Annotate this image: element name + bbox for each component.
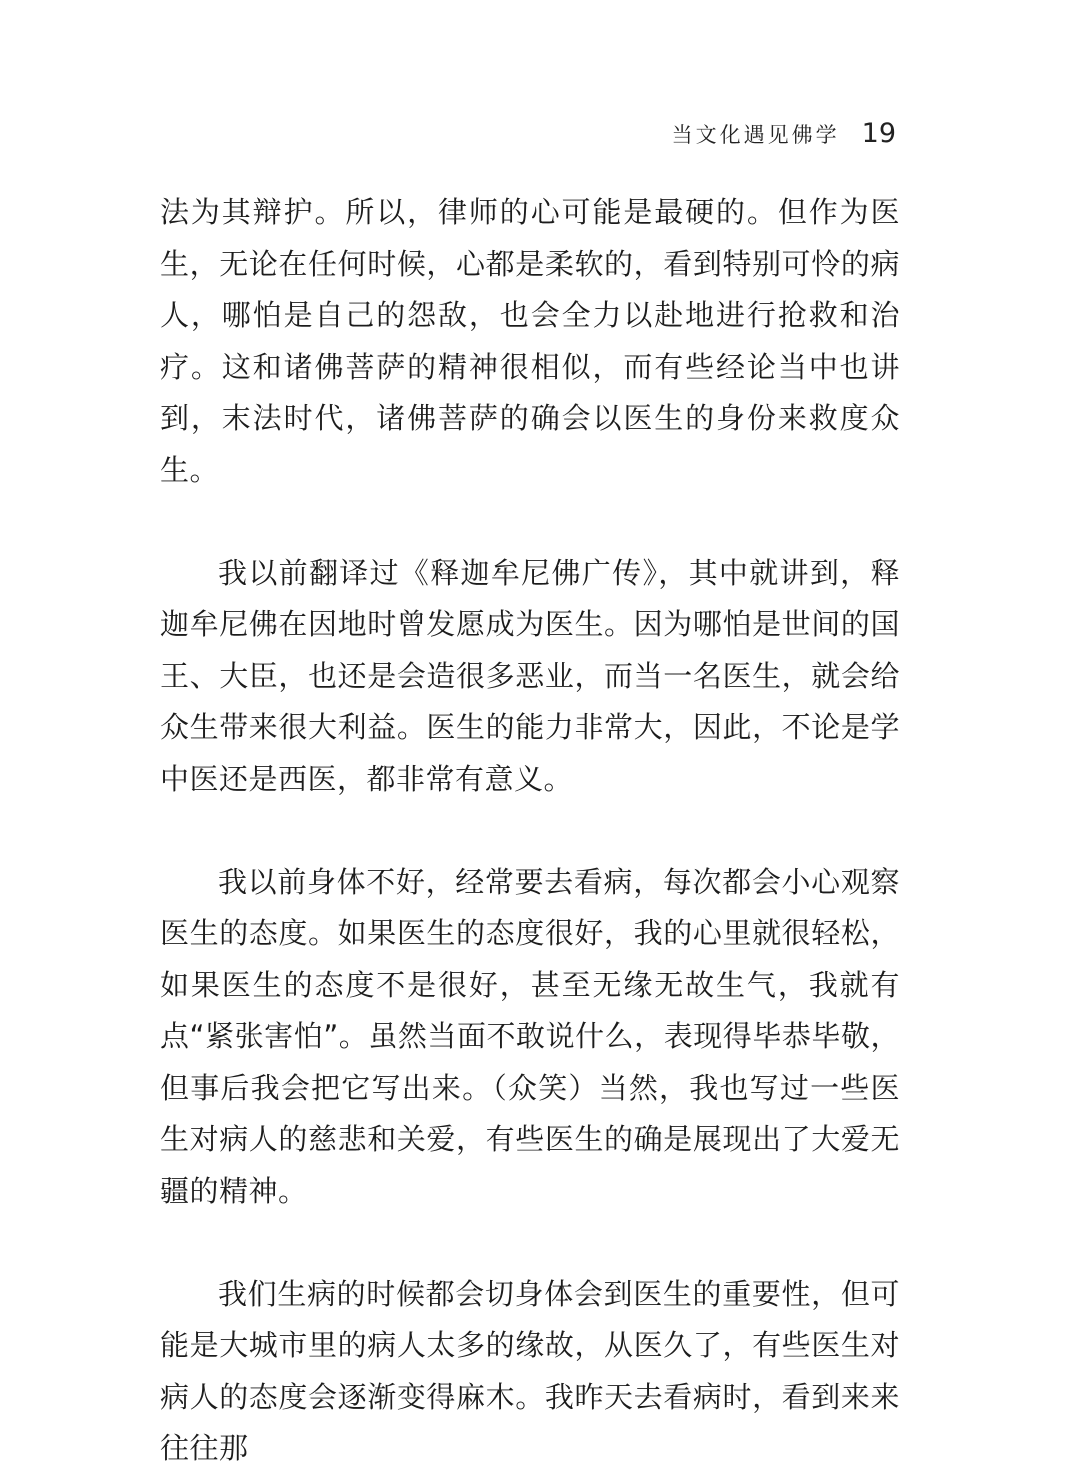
paragraph: 我以前身体不好，经常要去看病，每次都会小心观察医生的态度。如果医生的态度很好，我的心里就很轻松，如果医生的态度不是很好，甚至无缘无故生气，我就有点“紧张害怕”。虽然当面不敢说什么，表现得毕恭毕敬，但事后我会把它写出来。（众笑）当然，我也写过一些医生对病人的慈悲和关爱，有些医生的确是展现出了大爱无疆的精神。 xyxy=(160,864,900,1208)
book-title: 当文化遇见佛学 xyxy=(671,123,840,147)
running-header xyxy=(672,118,896,158)
body-text xyxy=(160,187,900,1475)
paragraph-continued: 法为其辩护。所以，律师的心可能是最硬的。但作为医生，无论在任何时候，心都是柔软的，看到特别可怜的病人，哪怕是自己的怨敌，也会全力以赴地进行抢救和治疗。这和诸佛菩萨的精神很相似，而有些经论当中也讲到，末法时代，诸佛菩萨的确会以医生的身份来救度众生。 xyxy=(160,195,900,487)
page-number: 19 xyxy=(861,118,896,149)
paragraph: 我以前翻译过《释迦牟尼佛广传》，其中就讲到，释迦牟尼佛在因地时曾发愿成为医生。因为哪怕是世间的国王、大臣，也还是会造很多恶业，而当一名医生，就会给众生带来很大利益。医生的能力非常大，因此，不论是学中医还是西医，都非常有意义。 xyxy=(160,555,900,796)
paragraph: 我们生病的时候都会切身体会到医生的重要性，但可能是大城市里的病人太多的缘故，从医久了，有些医生对病人的态度会逐渐变得麻木。我昨天去看病时，看到来来往往那 xyxy=(160,1276,900,1465)
